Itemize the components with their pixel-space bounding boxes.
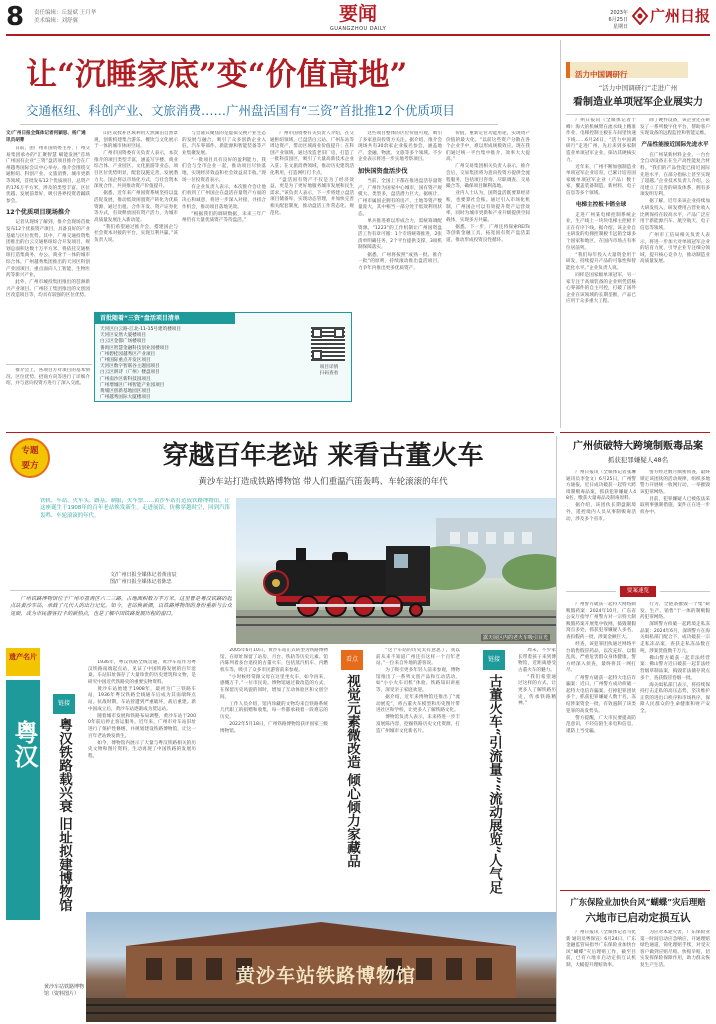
divider [560,40,561,428]
lead-column-1: 日前，由广州市国资委主办，广州交易集团承办的“汇聚智慧 赋能发展”首场广州国有企业“三资”盘活项目推介会在广州越秀国际会议中心举办。推介会围绕交通枢纽、科创产业、文旅消费、城市更新等领域，首批发布12个优质项目，总资产约176万平方米，涉及的类型丰富、区位优越、发展前景好，吸引各界投资者踊跃参会。 12个优质项目现场推介 记者从现场了解到，推介会现场首批发布12个优质资产项目，具备良好的产业基础与区位优势。其中，广州交通投资集团推出的白云交通枢纽综合开发项目，规划总面积达数十万平方米，将依托交通枢纽打造集商务、办公、商业于一体的城市综合体。广州越秀集团推出的天河区科创产业园项目，重点面向人工智能、生物医药等新兴产业。 此外，广州市城投集团推出的琶洲新兴产业项目、广州轻工集团推出的文创园区改造项目等，均具有较强的区位优势。 [6,146,90,299]
lead-headline: 让“沉睡家底”变“价值高地” [26,57,408,93]
feature-subhead: 黄沙车站打造成铁路博物馆 带人们重温汽笛轰鸣、车轮滚滚的年代 [198,477,448,487]
feature-column-3: “这个车站的历史太有意思了，我以前从来不知道广州还有这样一个百年老站。”一位来自外地的游客说。 为了吸引更多年轻人前来参观，博物馆推出了一系列文创产品和互动活动，如“小小火车司机”体验、铁路知识讲座等，深受亲子家庭欢迎。 据介绍，近年来博物馆还推出了“流动展览”，将古董火车模型和历史图片带进社区和学校，让更多人了解铁路文化。 博物馆负责人表示，未来将进一步丰富展陈内容，挖掘铁路历史文化资源，打造广州城市文化新名片。 [376,648,460,734]
section-subtitle: GUANGZHOU DAILY [329,26,387,32]
right-top-tag: 活力中国调研行 [566,62,688,78]
divider [6,432,554,433]
photo-caption: 露天展区内的老火车吸引目光 [482,635,548,641]
editor-credits: 责任编辑：丘磊斌 王月华 美术编辑：刘舒翼 [34,10,97,24]
museum-photo-title: 黄沙车站铁路博物馆 [235,965,416,987]
heritage-panel [6,680,40,920]
divider [566,114,710,115]
header-rule [6,34,710,36]
right-mid-column-1: 广州日报讯（全媒体记者张琳 通讯员李金文）6月25日，广州警方通报，近日成功破获一起特大跨境制贩毒品案，抓获犯罪嫌疑人48名，缴获大量毒品及制毒原料。 据介绍，该团伙长期盘踞境外，遥控境内人员从事制贩毒活动，涉及多个省市。 [566,470,636,522]
feature-headline: 穿越百年老站 来看古董火车 [162,441,484,471]
project-list-item: 天河区数字智联谷主题园项目 [100,364,160,370]
right-top-headline: 看制造业单项冠军企业展实力 [573,97,703,108]
feature-credit: 文/广州日报全媒体记者黄宙辰 图/广州日报全媒体记者陈忠 [110,572,177,585]
project-list-item: 广州增城区广州智能产业园项目 [100,382,165,388]
lead-column-2: 山区双授补区域利用天然湖泊自然景观，创新构建集合游乐、餐饮与文化展示于一体的城市休闲空间。 广州市国资委有关负责人表示，本次推介的项目类型丰富，涵盖写字楼、商业综合体、产业园区、文化旅游等业态，项目区位优势明显，配套设施完善，发展潜力大。国企将以市场化方式，与社会资本深度合作，共同推动资产价值提升。 据悉，近年来广州国资系统坚持以盘活促发展，推动低效闲置资产转化为优质资源，通过出租、合作开发、资产证券化等方式，有效释放国有资产活力，为城市高质量发展注入新动能。 “我们希望通过推介会，搭建国企与社会资本对接的平台，实现互利共赢。”该负责人说。 [94,131,178,243]
link-column-1-title: 粤汉铁路载兴衰 旧址拟建博物馆 [56,718,72,912]
steam-train-illustration [236,498,556,644]
lead-column-3: 与会嘉宾聚焦的是虚拟交换产业生态的发展与融合，吸引了众多创新企业入驻。汽车零部件、新能源和智能装备等产业集聚发展。 “一批项目具有良好的盈利能力，我们会与全市企业一起，推动项目尽快落地，实现经济效益和社会效益双丰收。”现场一位投资者表示。 有企业负责人表示，本次推介会让他们看到了广州国企在盘活存量资产方面的决心和诚意，将进一步深入对接，寻找合作机会，推动项目落地见效。 “根据我们的调研数据，未来三年广州仍有大量优质资产等待盘活。” [182,131,266,224]
project-list-item: 白云区朗诗（广州）楼盘项目 [100,370,160,376]
link-column-2-title: 视觉元素微改造 倾心倾力家藏品 [344,674,360,868]
feature-badge: 专题 要方 [10,438,50,478]
divider [560,432,710,433]
project-list [100,327,305,401]
feature-column-1: 1936年，粤汉铁路全线贯通，黄沙车站作为粤汉铁路南端起点站，见证了中国铁路发展的百年沧桑。车站旧址保存了大量珍贵的历史建筑和文物，是研究中国近代铁路史的重要实物资料。 黄沙车站始建于1908年，最初为广三铁路车站，1936年粤汉铁路全线通车后成为其南端终点站。抗战时期，车站曾遭到严重破坏，战后重建。新中国成立后，黄沙车站逐渐成为货运站。 随着城市发展和铁路布局调整，黄沙车站于2000年前后停止客运服务。近年来，广州市对车站旧址进行了保护性修缮，并规划建设铁路博物馆，让这一百年老站焕发新生。 如今，博物馆内展示了大量与粤汉铁路相关的历史文物和图片资料，生动再现了中国铁路的发展历程。 [88,660,196,759]
lead-subhead: 交通枢纽、科创产业、文旅消费……广州盘活国有“三资”首批推12个优质项目 [26,103,455,118]
museum-photo [86,912,556,1022]
lead-subsection-title: 12个优质项目现场推介 [6,209,71,217]
link-tag: 要案速览 [620,586,656,597]
qr-code-icon[interactable] [311,327,345,361]
project-list-item: 广州国际重点开发区项目 [100,358,151,364]
link-column-1: 链接 粤汉铁路载兴衰 旧址拟建博物馆 [44,694,84,1024]
project-list-item: 黄埔区创新基地园区项目 [100,389,151,395]
right-top-sub-a: 电梯主控板卡销全球 [575,201,627,208]
right-top-subtitle: “活力中国调研行”走进广州 [598,84,678,92]
right-bottom-headline: 广东保险业加快台风“蝴蝶”灾后理赔 [570,897,706,907]
feature-column-4: 周末，不少家长带着孩子来到博物馆，近距离感受古董火车的魅力。 “我们希望通过这样的方式，让更多人了解铁路历史，传承铁路精神。” [518,648,556,707]
project-list-item: 广州碧桂园越秀区产业项目 [100,351,156,357]
feature-lead-paragraph: 广州铁路博物馆位于广州市荔湾区六二三路，占地面积数万平方米。这里曾是粤汉铁路的起点站黄沙车站，承载了几代人的出行记忆。如今，老站焕新颜，以铁路博物馆的身份重新与公众见面，成为市民游客打卡的新热点，也是了解中国铁路发展历程的窗口。 [10,596,232,617]
feature-intro: 铁轨、车站、火车头、路基、制服，火车票……黄沙车站打造成铁路博物馆，让这座诞生于1908年的百年老站焕发新生。走进展馆，仿佛穿越时空，回到汽笛轰鸣、车轮滚滚的年代。 [40,498,230,519]
feature-column-2: 2005年6月10日，黄沙车站正式转型为铁路博物馆，在原址保留了站房、月台、铁轨等历史元素。馆内陈列着多台退役的古董火车，包括蒸汽机车、内燃机车等，吸引了众多市民游客前来参观。 “小时候经常跟父母在这里坐火车，如今再来，感慨万千。”一位市民说。博物馆通过微改造的方式，在保留历史风貌的同时，增加了互动体验区和文创空间。 工作人员介绍，馆内珍藏的文物均来自铁路系统几代职工的捐赠和收集，每一件都承载着一段难忘的历史。 2022年5月18日，广州铁路博物馆获评国家三级博物馆。 [220,648,328,734]
logo-text: 广州日报 [650,7,711,25]
divider [10,590,232,591]
right-mid-headline: 广州侦破特大跨境制贩毒品案 [573,441,703,452]
link-column-3: 链接 古董火车“引流量”“流动展览”人气足 [474,650,514,930]
newspaper-logo [632,6,710,28]
lead-column-4: 广州市国资委有关负责人介绍，在交通枢纽领域，已盘活白云站、广州东站等周边资产，带动区域商业价值提升；在科创产业领域，通过改造老旧厂房，打造了一批科技园区，吸引了大量高新技术企业入驻；在文旅消费领域，推动历史建筑活化利用，打造网红打卡点。 “盘活国有资产不仅是为了经济效益，更是为了更好地服务城市发展和民生需求。”该负责人表示，下一步将建立盘活项目储备库，实现动态管理，并加快完善相关配套制度，推动盘活工作常态化、规范化。 [270,131,354,216]
right-top-column-2: 除了硬件设备，该企业还在研发了一系列数字化平台，帮助客户实现设备的远程监控和智能运维。 产品性能接近国际先进水平 在广州某新材料企业，一台台全自动设备正在生产高性能复合材料。“我们的产品性能已接近国际先进水平，在部分指标上甚至实现了超越。”企业技术负责人介绍，公司建立了完善的研发体系，拥有多项发明专利。 据了解，近年来该企业持续加大研发投入，研发费用占营业收入比例保持在较高水平，产品广泛应用于新能源汽车、航空航天、电子信息等领域。 广州市工信局相关负责人表示，将进一步加大对单项冠军企业的培育力度，引导企业专注细分领域，提升核心竞争力，推动制造业高质量发展。 [640,118,710,265]
lead-column-6: 价值，重新定位功能用途，实现资产价值的最大化。“以前这些资产分散在各个企业手中，难以形成规模效应。现在我们通过统一平台集中推介，效率大大提高。” 广州交易集团相关负责人表示，推介会后，交易集团将为意向投资方提供全流程服务，包括项目咨询、尽职调查、交易撮合等，确保项目顺利落地。 业内人士认为，国资盘活既要算经济账，也要算社会账。通过引入市场化机制，广州国企可以有效提升资产运营效率，同时为城市更新和产业升级提供空间载体，实现多方共赢。 据悉，下一步，广州还将探索REITs等创新金融工具，拓宽国有资产盘活渠道，推动形成投资良性循环。 [446,131,530,243]
divider [556,436,557,1022]
project-list-title: 首批随着“三资”盘活项目清单 [95,313,235,324]
logo-emblem-icon [632,7,648,25]
heritage-panel-big: 粤汉 [10,720,39,768]
heritage-tag: 遗产名片 [6,648,40,676]
bottom-caption: 黄沙车站铁路博物馆（资料图片） [44,984,85,997]
right-top-column-1: 广州日报讯（全媒体记者于峰）海大的机械臂在流水线上精准作业，电梯控制主板在车间里快速下线……6月24日，“活力中国调研行”走进广州，先后来到多家制造业单项冠军企业，探访其硬核实力。 近年来，广州不断加强制造业单项冠军企业培育，已累计培育国家级单项冠军企业（产品）数十家，覆盖装备制造、新材料、电子信息等多个领域。 电梯主控板卡销全球 走进广州某电梯控制系统企业，生产线上一块块电梯主控板卡正在有序下线。据介绍，该企业自主研发的电梯控制板卡远销全球多个国家和地区，在国内市场占有率位居前列。 “我们每年投入大量资金用于研发，持续提升产品的可靠性和智能化水平。”企业负责人说。 同样是国家级单项冠军，另一家专注于高端装备的企业则凭借核心零部件的自主可控，打破了国外企业在该领域的长期垄断，产品已应用于众多重大工程。 [566,118,636,305]
section-title: 要闻 [338,3,377,25]
divider [20,124,498,125]
link-column-2: 看点 视觉元素微改造 倾心倾力家藏品 [332,650,372,930]
right-mid-column-3: 广州警方破获一起特大网络制贩假药案：2024年10月，广东省公安厅指导广州警方对一宗特大制贩假药案开展集中收网，捣毁制假窝点多处，抓获犯罪嫌疑人多名，查扣假药一批，涉案金额巨大。 经查，该犯罪团伙通过网络平台销售假冒药品，以次充好、以假乱真，严重危害群众身体健康。警方经深入侦查，最终将其一网打尽。 广州警方破获一起特大电信诈骗案：近日，广州警方成功侦破一起特大电信诈骗案，打掉犯罪团伙多个，抓获犯罪嫌疑人数十名，冻结涉案资金一批，有效遏制了该类犯罪的高发势头。 警方提醒，广大市民要提高防范意识，不轻信陌生来电和信息，谨防上当受骗。 [566,602,636,734]
right-mid-column-4: 行为，全链条摧毁一个集“研发、生产、销售”于一体的制贩假药犯罪网络。 深圳警方侦破一起跨境走私冻品案：2024年6月，深圳警方在海关缉私部门配合下，成功破获一宗走私冻品案，查获走私冻品数百吨，涉案货值数千万元。 佛山警方破获一起非法经营案：佛山警方近日破获一起非法经营烟草制品案，捣毁非法储存窝点多个，查获假冒卷烟一批。 海关缉私部门表示，将持续保持打击走私的高压态势，坚决维护正常的进出口秩序和市场秩序，保障人民群众的生命健康和财产安全。 [640,602,710,714]
divider [6,364,92,365]
right-mid-column-2: 警方经过数月缜密侦查，最终锁定该团伙的活动规律，组织多地警力开展统一收网行动，一举摧毁该犯罪网络。 目前，犯罪嫌疑人已被依法采取刑事强制措施，案件正在进一步侦办中。 [640,470,710,516]
date-block: 2023年 6月25日 星期日 [608,10,628,30]
page-number: 8 [6,2,25,32]
project-list-item: 广州越秀国际大厦楼项目 [100,395,151,401]
right-mid-subhead: 抓获犯罪嫌疑人48名 [607,456,669,464]
qr-caption: 项目详情 扫码查看 [319,365,339,377]
right-bottom-subhead: 六地市已启动定损互认 [585,912,691,924]
project-list-item: 广州南沙区新科技园项目 [100,376,151,382]
project-list-item: 天河区安然大厦楼项目 [100,333,146,339]
link-column-3-title: 古董火车“引流量”“流动展览”人气足 [486,674,502,895]
lead-column-1b: 推介会上，各项目方对项目的基本情况、区位优势、招商方向等进行了详细介绍，并与意向投资方进行了深入交流。 [6,368,90,387]
project-list-item: 白云区金都广场楼项目 [100,339,146,345]
project-list-item: 番禺区智慧金融科技创业园楼项目 [100,345,169,351]
lead-subsection-2: 加快国资盘活步伐 [358,167,408,175]
project-list-box [94,312,352,402]
divider [660,591,710,592]
divider [566,591,616,592]
right-bottom-column-2: 为应对本轮灾害，广东保险业第一时间启动应急响应，开通理赔绿色通道，简化理赔手续，对受灾客户做到应赔尽赔、快赔早赔，切实发挥保险保障作用，助力群众恢复生产生活。 [640,930,710,968]
feature-photo [236,498,556,644]
project-list-item: 天河区白云路-江北-11-15号建筑楼项目 [100,327,181,332]
lead-byline: 文/广州日报全媒体记者何颖思、杨广通讯员胡菁 [6,131,86,143]
right-bottom-column-1: 广州日报讯（全媒体记者马化新 通讯员粤保宣）6月24日，广东金融监管局指导广东保险业加快台风“蝴蝶”灾后理赔工作，截至目前，已有六地市启动定损互认机制，大幅提升理赔效率。 [566,930,636,968]
right-top-sub-b: 产品性能接近国际先进水平 [641,141,709,148]
lead-column-5: 这些项目整体的区位价值可观，吸引了多家意向投资方关注。据介绍，推介会现场共有30余家企业报名参会，涵盖地产、金融、物流、文旅等多个领域。不少企业表示将进一步实地考察项目。 加快国资盘活步伐 当前，全国上下都在推进盘活存量资产，广州作为国家中心城市，国有资产规模大、类型多，盘活潜力巨大。据统计，广州市属国企拥有的房产、土地等资产数量庞大，其中相当一部分处于低效利用状态。 单兵推进难以形成合力，需统筹调配资源。“1223”的工作机制让广州国资盘活工作有章可循：1个专班统筹推进，2张清单明确任务，2个平台提供支撑，3项机制保障落实。 据悉，广州将按照“成熟一批、推介一批”的原则，持续滚动推出盘活项目，力争年内推出更多优质资产。 [358,131,442,271]
divider [560,890,710,891]
